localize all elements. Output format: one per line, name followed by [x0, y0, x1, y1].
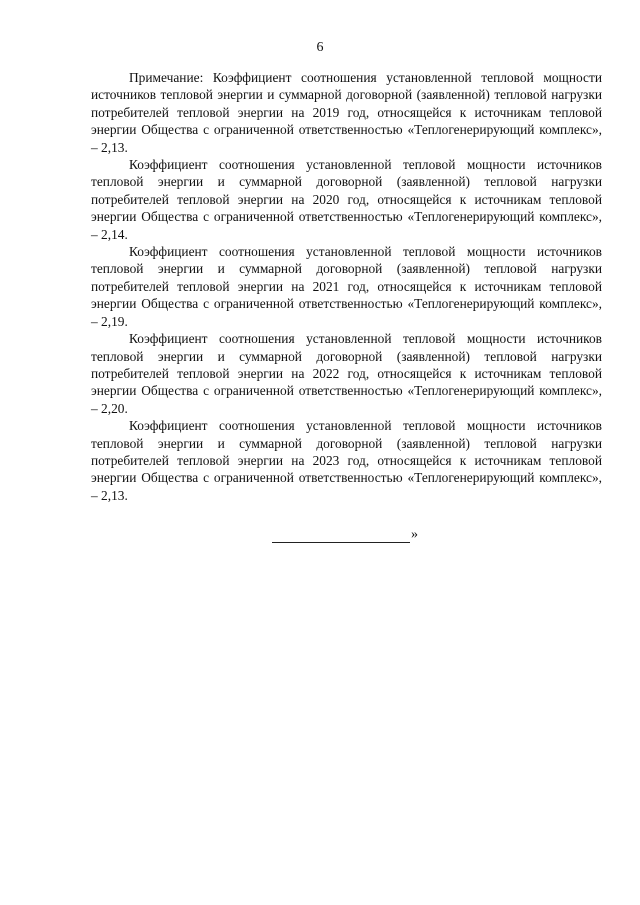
closing-line — [272, 525, 418, 543]
coefficient-paragraph-2020: Коэффициент соотношения установленной тепловой мощности источников тепловой энергии и суммарной договорной (заявленной) тепловой нагрузки потребителей тепловой энергии на 2020 год, относящейся к источникам тепловой энергии Общества с ограниченной ответственностью «Теплогенерирующий комплекс», – 2,14. — [91, 157, 602, 242]
coefficient-paragraph-2023: Коэффициент соотношения установленной тепловой мощности источников тепловой энергии и суммарной договорной (заявленной) тепловой нагрузки потребителей тепловой энергии на 2023 год, относящейся к источникам тепловой энергии Общества с ограниченной ответственностью «Теплогенерирующий комплекс», – 2,13. — [91, 418, 602, 503]
closing-quote-mark: » — [411, 527, 418, 542]
page-number: 6 — [316, 40, 324, 55]
document-body — [91, 69, 602, 504]
note-paragraph-2019: Примечание: Коэффициент соотношения установленной тепловой мощности источников тепловой энергии и суммарной договорной (заявленной) тепловой нагрузки потребителей тепловой энергии на 2019 год, относящейся к источникам тепловой энергии Общества с ограниченной ответственностью «Теплогенерирующий комплекс», – 2,13. — [91, 70, 602, 155]
closing-rule — [272, 529, 410, 543]
coefficient-paragraph-2021: Коэффициент соотношения установленной тепловой мощности источников тепловой энергии и суммарной договорной (заявленной) тепловой нагрузки потребителей тепловой энергии на 2021 год, относящейся к источникам тепловой энергии Общества с ограниченной ответственностью «Теплогенерирующий комплекс», – 2,19. — [91, 244, 602, 329]
coefficient-paragraph-2022: Коэффициент соотношения установленной тепловой мощности источников тепловой энергии и суммарной договорной (заявленной) тепловой нагрузки потребителей тепловой энергии на 2022 год, относящейся к источникам тепловой энергии Общества с ограниченной ответственностью «Теплогенерирующий комплекс», – 2,20. — [91, 331, 602, 416]
